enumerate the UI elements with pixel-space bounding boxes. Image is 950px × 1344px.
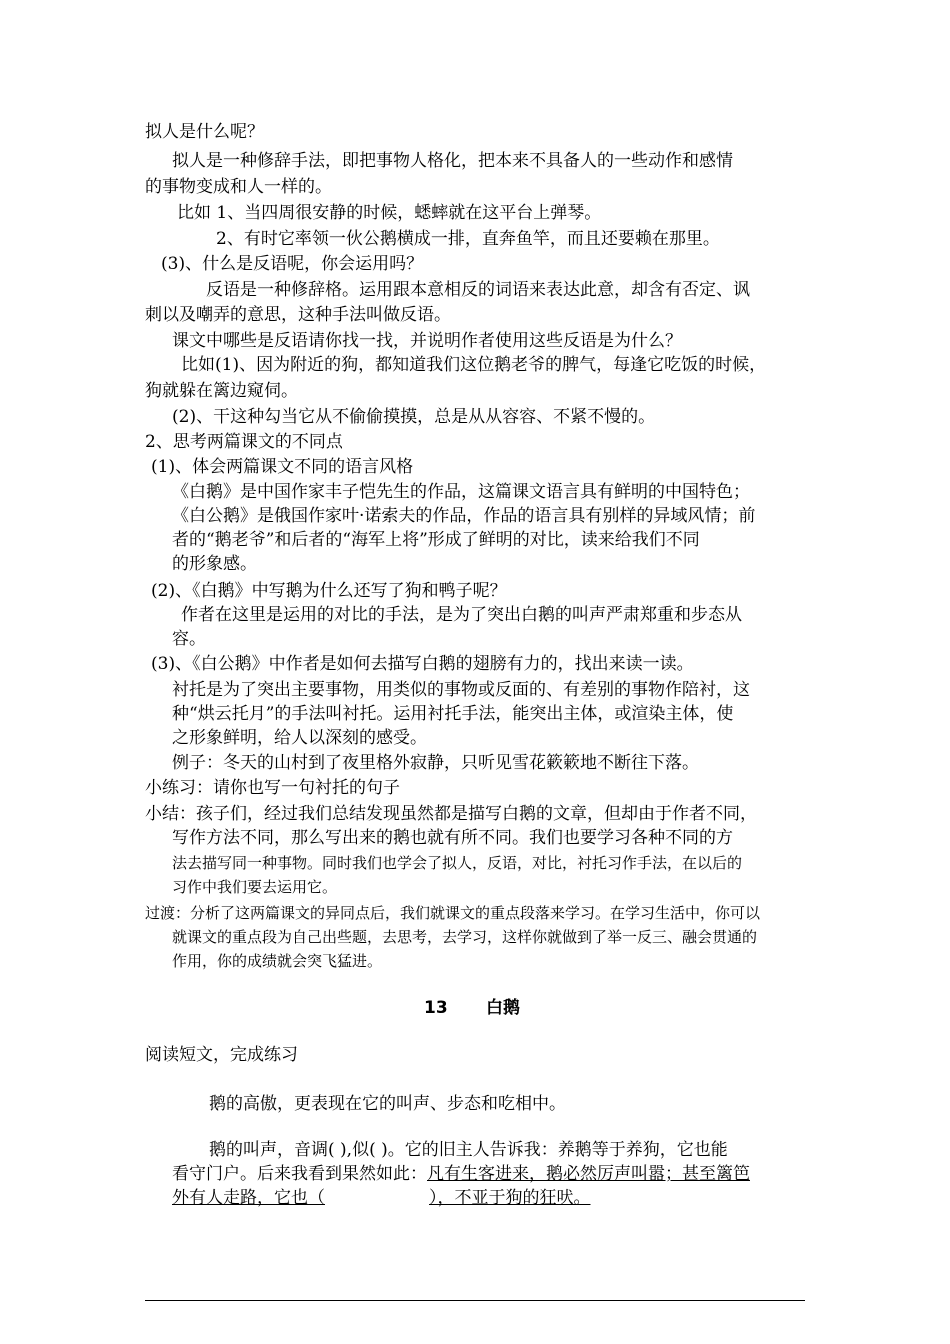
text-line: 就课文的重点段为自己出些题，去思考，去学习，这样你就做到了举一反三、融会贯通的: [172, 928, 758, 946]
lesson-title: 白鹅: [486, 998, 520, 1018]
text-line: 容。: [172, 629, 206, 649]
text-line: 刺以及嘲弄的意思，这种手法叫做反语。: [145, 305, 451, 325]
answer-blank[interactable]: [325, 1187, 429, 1209]
text-line: 者的“鹅老爷”和后者的“海军上将”形成了鲜明的对比，读来给我们不同: [172, 530, 700, 550]
text-line: 小练习：请你也写一句衬托的句子: [145, 778, 400, 798]
text-line: 作用，你的成绩就会突飞猛进。: [172, 952, 383, 970]
exercise-paragraph: 鹅的高傲，更表现在它的叫声、步态和吃相中。: [209, 1094, 566, 1114]
text-line: 比如 1、当四周很安静的时候，蟋蟀就在这平台上弹琴。: [177, 203, 602, 223]
text-line: 反语是一种修辞格。运用跟本意相反的词语来表达此意，却含有否定、讽: [206, 280, 750, 300]
text-line: (2)、干这种勾当它从不偷偷摸摸，总是从从容容、不紧不慢的。: [172, 407, 656, 427]
exercise-paragraph: 鹅的叫声，音调( ),似( )。它的旧主人告诉我：养鹅等于养狗，它也能: [209, 1140, 728, 1160]
text-line: 种“烘云托月”的手法叫衬托。运用衬托手法，能突出主体，或渲染主体，使: [172, 704, 734, 724]
text-line: 的形象感。: [172, 554, 257, 574]
underlined-text: 凡有生客进来，鹅必然厉声叫嚣；甚至篱笆: [427, 1164, 750, 1184]
text-line: 习作中我们要去运用它。: [172, 878, 338, 896]
text-line: 《白鹅》是中国作家丰子恺先生的作品，这篇课文语言具有鲜明的中国特色；: [172, 482, 750, 502]
text-line: 狗就躲在篱边窥伺。: [145, 381, 298, 401]
lesson-number: 13: [424, 998, 448, 1018]
text-line: 过渡：分析了这两篇课文的异同点后，我们就课文的重点段落来学习。在学习生活中，你可以: [145, 904, 761, 922]
text-line: (3)、什么是反语呢，你会运用吗？: [161, 254, 424, 274]
text-line: 的事物变成和人一样的。: [145, 177, 332, 197]
text-line: 2、有时它率领一伙公鹅横成一排，直奔鱼竿，而且还要赖在那里。: [216, 229, 720, 249]
text-line: 课文中哪些是反语请你找一找，并说明作者使用这些反语是为什么？: [172, 331, 682, 351]
text-line: (1)、体会两篇课文不同的语言风格: [151, 457, 414, 477]
text-span: 看守门户。后来我看到果然如此：: [172, 1164, 427, 1184]
text-line: 之形象鲜明，给人以深刻的感受。: [172, 728, 427, 748]
text-line: 小结：孩子们，经过我们总结发现虽然都是描写白鹅的文章，但却由于作者不同，: [145, 804, 757, 824]
text-line: (2)、《白鹅》中写鹅为什么还写了狗和鸭子呢？: [151, 581, 507, 601]
text-line: 衬托是为了突出主要事物，用类似的事物或反面的、有差别的事物作陪衬，这: [172, 680, 750, 700]
text-line: 拟人是一种修辞手法，即把事物人格化，把本来不具备人的一些动作和感情: [172, 151, 733, 171]
text-line: 法去描写同一种事物。同时我们也学会了拟人，反语，对比，衬托习作手法，在以后的: [172, 854, 743, 872]
text-line: 作者在这里是运用的对比的手法，是为了突出白鹅的叫声严肃郑重和步态从: [181, 605, 742, 625]
underlined-text: 外有人走路，它也（: [172, 1188, 325, 1208]
text-line: 拟人是什么呢？: [145, 122, 264, 142]
underlined-text: ），不亚于狗的狂吠。: [429, 1188, 591, 1208]
text-line: 例子：冬天的山村到了夜里格外寂静，只听见雪花簌簌地不断往下落。: [172, 753, 699, 773]
section-heading: 2、思考两篇课文的不同点: [145, 432, 343, 452]
text-line: 写作方法不同，那么写出来的鹅也就有所不同。我们也要学习各种不同的方: [172, 828, 733, 848]
text-line: (3)、《白公鹅》中作者是如何去描写白鹅的翅膀有力的，找出来读一读。: [151, 654, 694, 674]
exercise-paragraph: [172, 1163, 750, 1185]
text-line: 比如(1)、因为附近的狗，都知道我们这位鹅老爷的脾气，每逢它吃饭的时候，: [181, 355, 767, 375]
footer-rule: [145, 1300, 805, 1301]
exercise-paragraph: [172, 1187, 591, 1209]
text-line: 《白公鹅》是俄国作家叶·诺索夫的作品，作品的语言具有别样的异域风情；前: [172, 506, 756, 526]
exercise-instruction: 阅读短文，完成练习: [145, 1045, 298, 1065]
